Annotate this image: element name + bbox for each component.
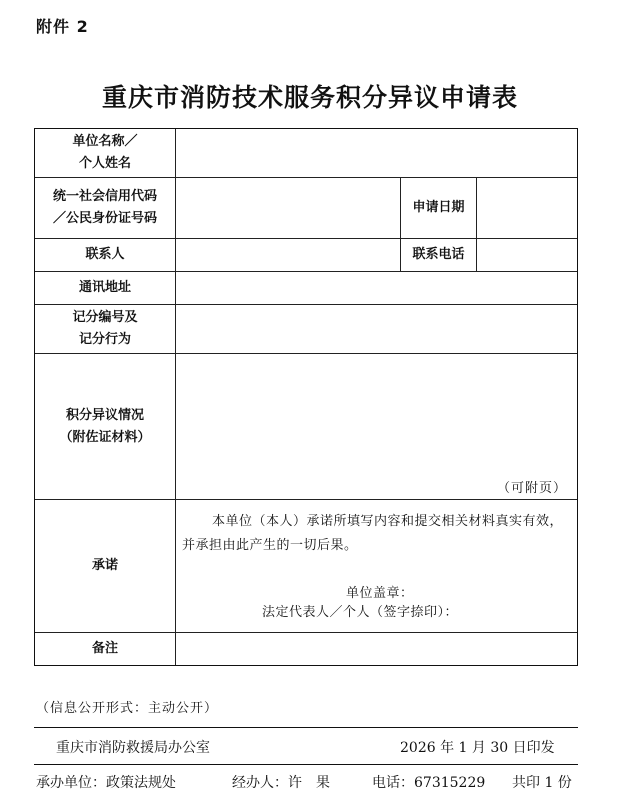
phone: 电话：67315229 xyxy=(372,775,486,791)
signature-label: 法定代表人／个人（签字捺印）： xyxy=(262,605,459,620)
footer-mid-rule xyxy=(34,764,578,765)
record-label-line1: 记分编号及 xyxy=(72,310,138,325)
credit-code-label-line2: ／公民身份证号码 xyxy=(52,211,157,226)
objection-field[interactable] xyxy=(175,353,578,500)
apply-date-label: 申请日期 xyxy=(400,177,477,239)
address-field[interactable] xyxy=(175,271,578,305)
contact-field[interactable] xyxy=(175,238,401,272)
unit-name-label-line1: 单位名称／ xyxy=(72,134,138,149)
unit-name-label xyxy=(34,128,176,178)
remark-label: 备注 xyxy=(34,632,176,666)
footer-top-rule xyxy=(34,727,578,728)
credit-code-label xyxy=(34,177,176,239)
handler: 经办人：许 果 xyxy=(232,775,330,791)
seal-label: 单位盖章： xyxy=(346,586,414,601)
credit-code-label-line1: 统一社会信用代码 xyxy=(52,189,157,204)
issuer: 重庆市消防救援局办公室 xyxy=(56,740,210,756)
unit-name-field[interactable] xyxy=(175,128,578,178)
contact-label: 联系人 xyxy=(34,238,176,272)
record-label-line2: 记分行为 xyxy=(78,332,131,347)
copies: 共印 1 份 xyxy=(512,775,572,791)
attach-page-note: （可附页） xyxy=(496,481,567,496)
undertaker: 承办单位：政策法规处 xyxy=(36,775,176,791)
credit-code-field[interactable] xyxy=(175,177,401,239)
contact-phone-label: 联系电话 xyxy=(400,238,477,272)
objection-label xyxy=(34,353,176,500)
objection-label-line1: 积分异议情况 xyxy=(65,407,144,423)
disclosure-note: （信息公开形式：主动公开） xyxy=(36,701,219,716)
contact-phone-field[interactable] xyxy=(476,238,578,272)
record-field[interactable] xyxy=(175,304,578,354)
address-label: 通讯地址 xyxy=(34,271,176,305)
unit-name-label-line2: 个人姓名 xyxy=(78,156,131,171)
commitment-text-line1: 本单位（本人）承诺所填写内容和提交相关材料真实有效， xyxy=(212,514,564,529)
objection-label-line2: （附佐证材料） xyxy=(59,429,151,445)
apply-date-field[interactable] xyxy=(476,177,578,239)
record-label xyxy=(34,304,176,354)
print-date: 2026 年 1 月 30 日印发 xyxy=(400,740,555,756)
remark-field[interactable] xyxy=(175,632,578,666)
attachment-label: 附件 2 xyxy=(36,17,89,36)
commitment-text-line2: 并承担由此产生的一切后果。 xyxy=(182,538,358,553)
form-title: 重庆市消防技术服务积分异议申请表 xyxy=(101,83,518,112)
commitment-field xyxy=(175,499,578,633)
commitment-label: 承诺 xyxy=(34,499,176,633)
